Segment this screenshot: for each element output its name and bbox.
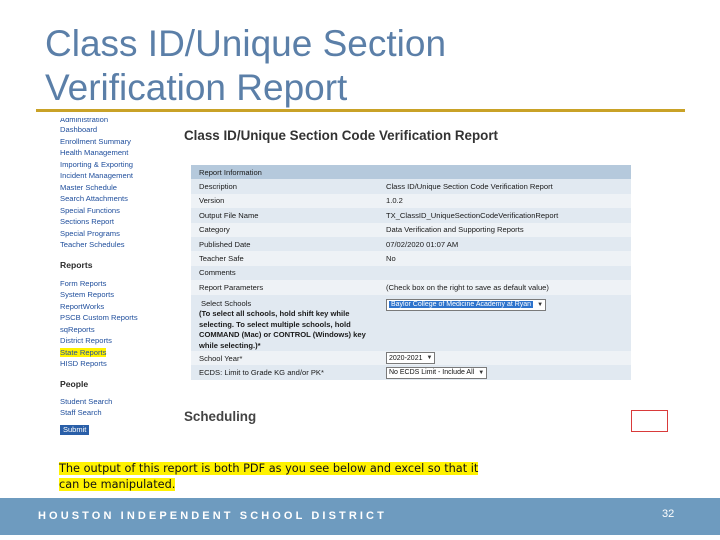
- slide-title-line-2: Verification Report: [45, 67, 348, 108]
- sidebar-item-master-schedule[interactable]: Master Schedule: [60, 182, 117, 192]
- selected-school: Baylor College of Medicine Academy at Ryan: [391, 301, 532, 309]
- footer-bar: [0, 498, 720, 535]
- school-year-select[interactable]: [386, 352, 435, 364]
- select-schools-cell: [191, 295, 378, 352]
- report-info-header: Report Information: [191, 165, 631, 179]
- chevron-down-icon: ▼: [478, 369, 485, 376]
- sidebar-item-district-reports[interactable]: District Reports: [60, 336, 112, 345]
- row-label: Teacher Safe: [191, 251, 378, 265]
- sidebar-item-special-functions[interactable]: Special Functions: [60, 205, 120, 215]
- page-number: 32: [662, 508, 675, 520]
- school-year-value: 2020-2021: [389, 354, 423, 362]
- sidebar-item-special-programs[interactable]: Special Programs: [60, 228, 120, 238]
- sidebar-item-health-management[interactable]: Health Management: [60, 148, 129, 157]
- sidebar-item-incident-management[interactable]: Incident Management: [60, 171, 134, 180]
- sidebar-item-hisd-reports[interactable]: HISD Reports: [60, 359, 107, 368]
- select-schools-help: (To select all schools, hold shift key while selecting. To select multiple schools, hold COMMAND (Mac) or CONTROL (Windows) key while selecting.)*: [199, 309, 366, 350]
- chevron-down-icon: ▼: [537, 301, 544, 308]
- sidebar-heading-people: People: [60, 378, 89, 389]
- report-title: Class ID/Unique Section Code Verification Report: [184, 128, 498, 143]
- params-value: (Check box on the right to save as default value): [378, 280, 631, 294]
- title-divider: [36, 109, 685, 112]
- row-label: Version: [191, 194, 378, 208]
- sidebar-item-search-attachments[interactable]: Search Attachments: [60, 194, 128, 203]
- sidebar-item-pscb-custom-reports[interactable]: PSCB Custom Reports: [60, 313, 138, 322]
- row-value: 1.0.2: [378, 194, 631, 208]
- row-value: 07/02/2020 01:07 AM: [378, 237, 631, 251]
- row-label: Output File Name: [191, 208, 378, 222]
- row-label: Published Date: [191, 237, 378, 251]
- chevron-down-icon: ▼: [426, 355, 433, 362]
- sidebar-item-enrollment-summary[interactable]: Enrollment Summary: [60, 136, 131, 146]
- submit-button[interactable]: Submit: [60, 425, 89, 435]
- slide-title-line-1: Class ID/Unique Section: [45, 23, 447, 64]
- report-info-table: [191, 165, 631, 380]
- row-value: [378, 266, 631, 280]
- sidebar-item-staff-search[interactable]: Staff Search: [60, 408, 102, 417]
- row-value: TX_ClassID_UniqueSectionCodeVerificationReport: [378, 208, 631, 222]
- ecds-value: No ECDS Limit - Include All: [389, 369, 475, 377]
- district-name: HOUSTON INDEPENDENT SCHOOL DISTRICT: [38, 510, 387, 522]
- sidebar-item-student-search[interactable]: Student Search: [60, 396, 113, 406]
- row-label: Description: [191, 179, 378, 193]
- ecds-cell: [378, 365, 631, 379]
- sidebar-item-dashboard[interactable]: Dashboard: [60, 125, 98, 134]
- sidebar-item-form-reports[interactable]: Form Reports: [60, 278, 107, 288]
- select-schools-listbox[interactable]: [386, 299, 546, 311]
- select-schools-label: Select Schools: [201, 298, 252, 308]
- sidebar-item-importing-exporting[interactable]: Importing & Exporting: [60, 159, 134, 169]
- sidebar-item-teacher-schedules[interactable]: Teacher Schedules: [60, 240, 125, 249]
- sidebar-item-sqreports[interactable]: sqReports: [60, 324, 95, 334]
- sidebar-item-system-reports[interactable]: System Reports: [60, 290, 115, 299]
- row-label: Category: [191, 223, 378, 237]
- sidebar-nav: [60, 118, 175, 446]
- sidebar-item-administration[interactable]: Administration: [60, 118, 109, 124]
- slide-title: [45, 22, 685, 110]
- note-text: The output of this report is both PDF as you see below and excel so that it can be manipulated.: [59, 462, 479, 491]
- sidebar-item-state-reports[interactable]: [60, 347, 175, 359]
- row-value: Data Verification and Supporting Reports: [378, 223, 631, 237]
- select-schools-control-cell: [378, 295, 631, 352]
- sidebar-heading-reports: Reports: [60, 259, 93, 270]
- row-value: Class ID/Unique Section Code Verification Report: [378, 179, 631, 193]
- sidebar-item-reportworks[interactable]: ReportWorks: [60, 301, 105, 311]
- ecds-label: ECDS: Limit to Grade KG and/or PK*: [191, 365, 378, 379]
- state-reports-label: State Reports: [60, 347, 107, 357]
- school-year-cell: [378, 351, 631, 365]
- params-label: Report Parameters: [191, 280, 378, 294]
- ecds-select[interactable]: [386, 367, 487, 379]
- row-value: No: [378, 251, 631, 265]
- sidebar-item-sections-report[interactable]: Sections Report: [60, 217, 115, 226]
- row-label: Comments: [191, 266, 378, 280]
- highlighted-note: [59, 461, 485, 493]
- scheduling-heading: Scheduling: [184, 409, 257, 424]
- school-year-label: School Year*: [191, 351, 378, 365]
- highlight-box: [631, 410, 668, 432]
